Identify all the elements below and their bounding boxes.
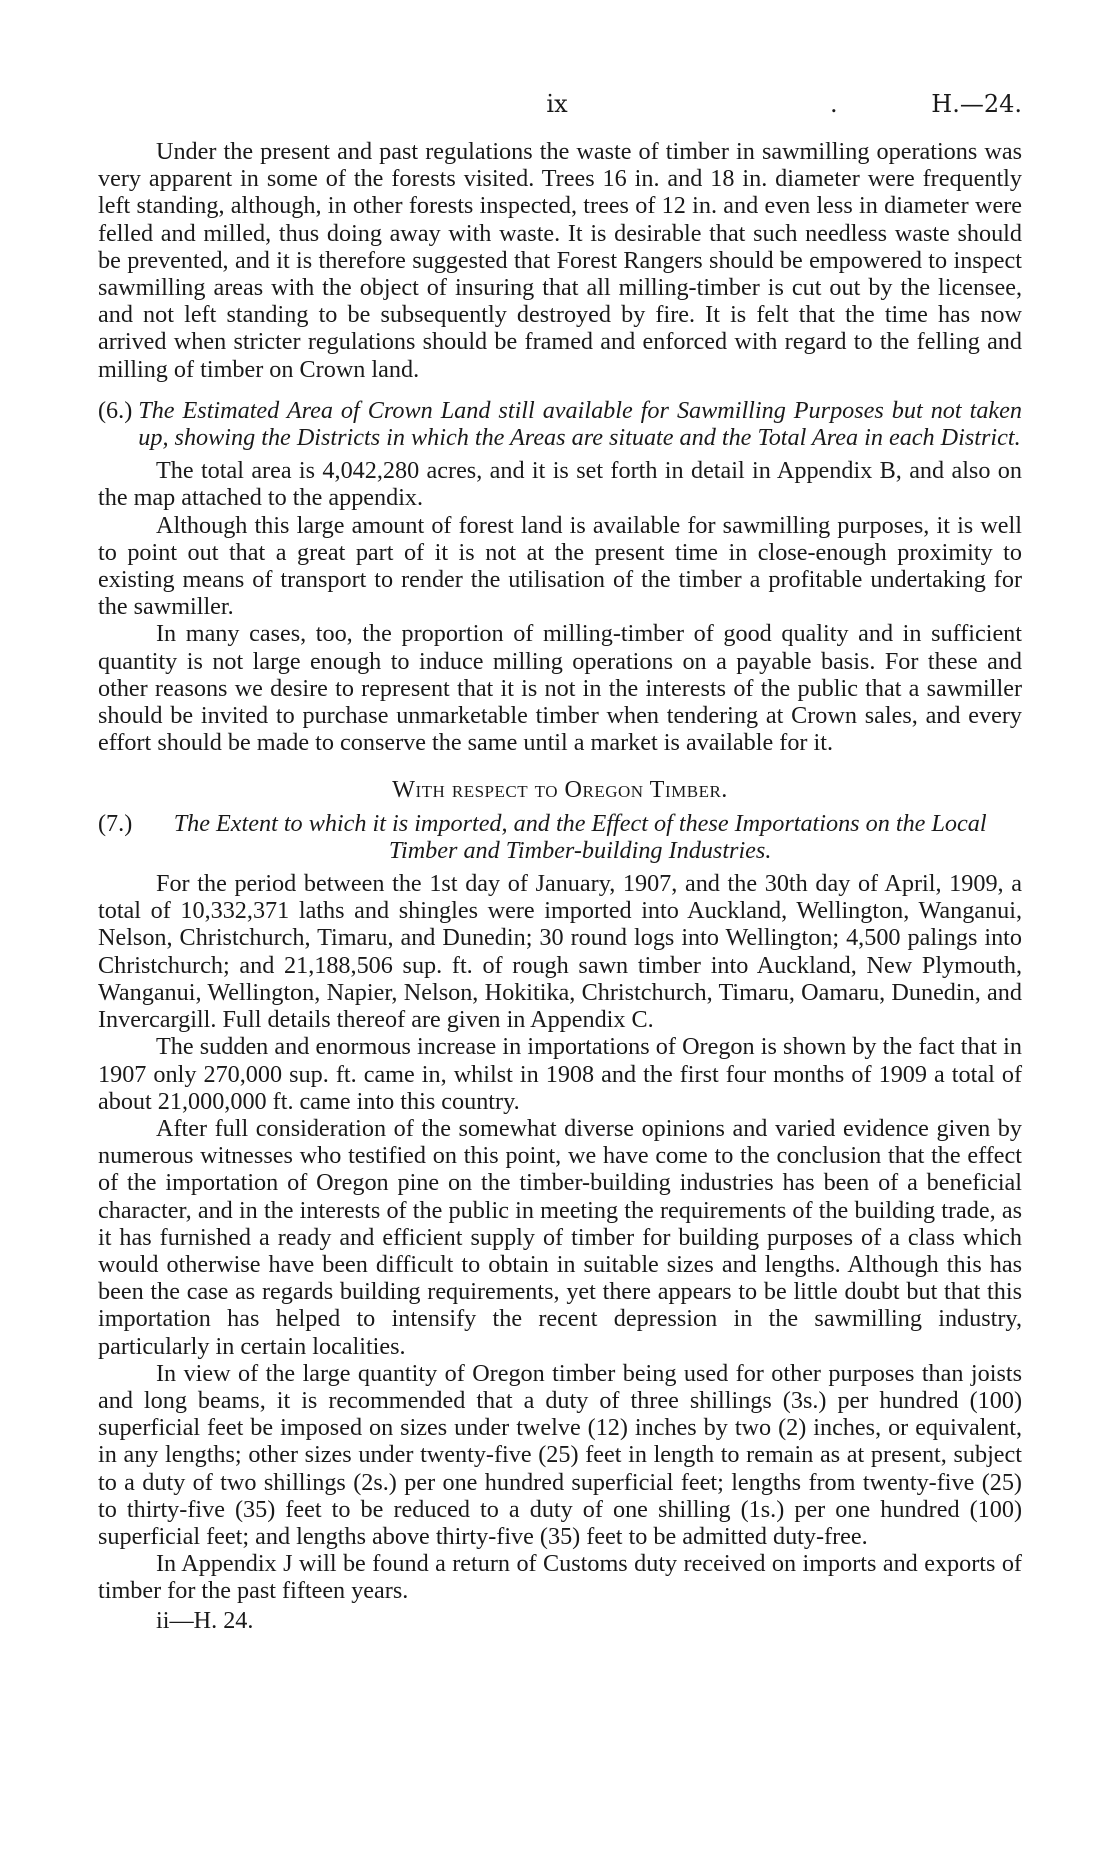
paragraph-consideration: After full consideration of the somewhat diverse opinions and varied evidence given by numerous witnesses who testified on this point, we have come to the conclusion that the effect of the importation of Oregon pine on the timber-building industries has been of a beneficial character, and in the interests of the public in meeting the requirements of the building trade, as it has furnished a ready and efficient supply of timber for building purposes of a class which would otherwise have been difficult to obtain in suitable sizes and lengths. Although this has been the case as regards building requirements, yet there appears to be little doubt but that this importation has helped to intensify the recent depression in the sawmilling industry, particularly in certain localities. — [98, 1114, 1022, 1360]
paragraph-total-area: The total area is 4,042,280 acres, and it is set forth in detail in Appendix B, and also on the map attached to the appendix. — [98, 457, 1022, 512]
paragraph-duty-recommendation: In view of the large quantity of Oregon timber being used for other purposes than joists and long beams, it is recommended that a duty of three shillings (3s.) per hundred (100) superficial feet be imposed on sizes under twelve (12) inches by two (2) inches, or equivalent, in any lengths; other sizes under twenty-five (25) feet in length to remain as at present, subject to a duty of two shillings (2s.) per one hundred superficial feet; lengths from twenty-five (25) to thirty-five (35) feet to be reduced to a duty of one shilling (1s.) per one hundred (100) superficial feet; and lengths above thirty-five (35) feet to be admitted duty-free. — [98, 1359, 1022, 1550]
paragraph-appendix-j: In Appendix J will be found a return of Customs duty received on imports and exports of timber for the past fifteen years. — [98, 1550, 1022, 1605]
item-6-heading — [98, 397, 1022, 451]
item-6-title: The Estimated Area of Crown Land still available for Sawmilling Purposes but not taken up, showing the Districts in which the Areas are situate and the Total Area in each District. — [138, 396, 1022, 452]
paragraph-imports-period: For the period between the 1st day of January, 1907, and the 30th day of April, 1909, a total of 10,332,371 laths and shingles were imported into Auckland, Wellington, Wanganui, Nelson, Christchurch, Timaru, and Dunedin; 30 round logs into Wellington; 4,500 palings into Christchurch; and 21,188,506 sup. ft. of rough sawn timber into Auckland, New Plymouth, Wanganui, Wellington, Napier, Nelson, Hokitika, Christchurch, Timaru, Oamaru, Dunedin, and Invercargill. Full details thereof are given in Appendix C. — [98, 870, 1022, 1034]
document-code: H.—24. — [931, 90, 1022, 118]
header-separator: . — [830, 90, 838, 118]
item-7-number: (7.) — [98, 809, 133, 837]
signature-mark: ii—H. 24. — [156, 1606, 254, 1634]
paragraph-waste: Under the present and past regulations the waste of timber in sawmilling operations was very apparent in some of the forests visited. Trees 16 in. and 18 in. diameter were frequently left standing, although, in other forests inspected, trees of 12 in. and even less in diameter were felled and milled, thus doing away with waste. It is desirable that such needless waste should be prevented, and it is therefore suggested that Forest Rangers should be empowered to inspect sawmilling areas with the object of insuring that all milling-timber is cut out by the licensee, and not left standing to be subsequently destroyed by fire. It is felt that the time has now arrived when stricter regulations should be framed and enforced with regard to the felling and milling of timber on Crown land. — [98, 138, 1022, 383]
item-6-number: (6.) — [98, 396, 133, 424]
paragraph-sudden-increase: The sudden and enormous increase in importations of Oregon is shown by the fact that in 1907 only 270,000 sup. ft. came in, whilst in 1908 and the first four months of 1909 a total of about 21,000,000 ft. came into this country. — [98, 1033, 1022, 1115]
paragraph-many-cases: In many cases, too, the proportion of milling-timber of good quality and in sufficient quantity is not large enough to induce milling operations on a payable basis. For these and other reasons we desire to represent that it is not in the interests of the public that a sawmiller should be invited to purchase unmarketable timber when tendering at Crown sales, and every effort should be made to conserve the same until a market is available for it. — [98, 620, 1022, 757]
item-7-heading — [98, 810, 1022, 864]
page-number: ix — [546, 90, 568, 118]
item-7-title: The Extent to which it is imported, and the Effect of these Importations on the Local Timber and Timber-building Industries. — [173, 809, 987, 864]
paragraph-forest-land: Although this large amount of forest land is available for sawmilling purposes, it is well to point out that a great part of it is not at the present time in close-enough proximity to existing means of transport to render the utilisation of the timber a profitable undertaking for the sawmiller. — [98, 511, 1022, 621]
section-heading-oregon: With respect to Oregon Timber. — [392, 776, 728, 804]
document-body — [98, 138, 1022, 1634]
